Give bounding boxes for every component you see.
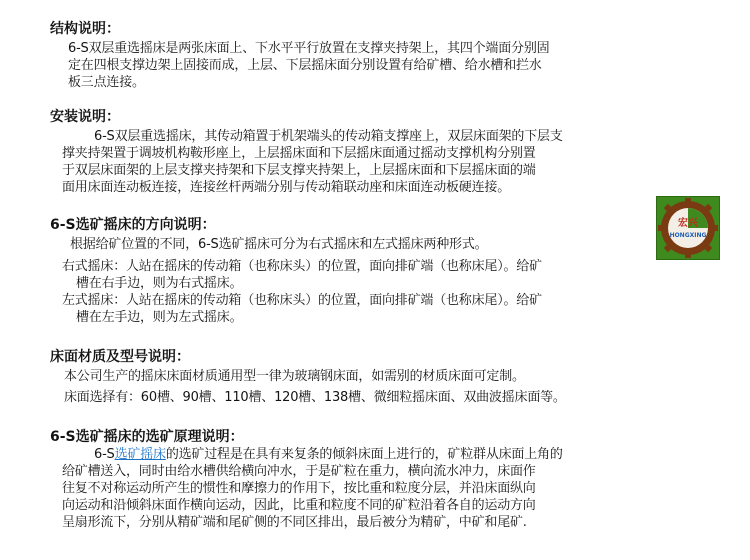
text-line: 6-S双层重选摇床是两张床面上、下水平平行放置在支撑夹持架上，其四个端面分别固 bbox=[68, 41, 550, 56]
section-heading-material: 床面材质及型号说明： bbox=[50, 349, 190, 365]
text-line: 根据给矿位置的不同，6-S选矿摇床可分为右式摇床和左式摇床两种形式。 bbox=[70, 237, 488, 252]
gear-logo-icon bbox=[657, 197, 719, 259]
logo-brand-en: HONGXING bbox=[669, 232, 707, 239]
section-heading-principle: 6-S选矿摇床的选矿原理说明： bbox=[50, 429, 244, 445]
section-heading-structure: 结构说明： bbox=[50, 21, 120, 37]
text-line: 撑夹持架置于调坡机构鞍形座上，上层摇床面和下层摇床面通过摇动支撑机构分别置 bbox=[62, 146, 536, 161]
section-body-principle bbox=[62, 446, 563, 531]
text-line: 左式摇床：人站在摇床的传动箱（也称床头）的位置，面向排矿端（也称床尾）。给矿 bbox=[62, 293, 542, 308]
section-heading-installation: 安装说明： bbox=[50, 109, 120, 125]
text-line: 板三点连接。 bbox=[68, 75, 145, 90]
text-line: 定在四根支撑边架上固接而成，上层、下层摇床面分别设置有给矿槽、给水槽和拦水 bbox=[68, 58, 542, 73]
section-intro-direction bbox=[70, 236, 487, 253]
section-heading-direction: 6-S选矿摇床的方向说明： bbox=[50, 217, 216, 233]
section-body-structure bbox=[68, 40, 549, 91]
right-style-description bbox=[62, 258, 542, 292]
text-line: 面用床面连动板连接，连接丝杆两端分别与传动箱联动座和床面连动板硬连接。 bbox=[62, 180, 511, 195]
company-logo bbox=[656, 196, 720, 260]
text-line: 向运动和沿倾斜床面作横向运动，因此，比重和粒度不同的矿粒沿着各自的运动方向 bbox=[62, 498, 536, 513]
text-rest: 的选矿过程是在具有来复条的倾斜床面上进行的，矿粒群从床面上角的 bbox=[165, 447, 563, 462]
text-line: 床面选择有：60槽、90槽、110槽、120槽、138槽、微细粒摇床面、双曲波摇床面等。 bbox=[64, 390, 566, 405]
text-line: 右式摇床：人站在摇床的传动箱（也称床头）的位置，面向排矿端（也称床尾）。给矿 bbox=[62, 259, 542, 274]
section-body-material bbox=[64, 368, 566, 406]
text-prefix: 6-S bbox=[94, 447, 115, 462]
text-line: 往复不对称运动所产生的惯性和摩擦力的作用下，按比重和粒度分层，并沿床面纵向 bbox=[62, 481, 536, 496]
text-line: 本公司生产的摇床床面材质通用型一律为玻璃钢床面，如需别的材质床面可定制。 bbox=[64, 369, 525, 384]
text-line: 呈扇形流下，分别从精矿端和尾矿侧的不同区排出，最后被分为精矿，中矿和尾矿. bbox=[62, 515, 527, 530]
left-style-description bbox=[62, 292, 542, 326]
text-line: 给矿槽送入，同时由给水槽供给横向冲水，于是矿粒在重力，横向流水冲力，床面作 bbox=[62, 464, 536, 479]
text-line: 于双层床面架的上层支撑夹持架和下层支撑夹持架上，上层摇床面和下层摇床面的端 bbox=[62, 163, 536, 178]
section-body-installation bbox=[62, 128, 563, 196]
text-line: 槽在左手边，则为左式摇床。 bbox=[76, 310, 243, 325]
shaking-table-link[interactable]: 选矿摇床 bbox=[114, 447, 166, 462]
logo-brand-cn: 宏兴 bbox=[678, 218, 698, 229]
text-line: 槽在右手边，则为右式摇床。 bbox=[76, 276, 243, 291]
text-line: 6-S双层重选摇床，其传动箱置于机架端头的传动箱支撑座上，双层床面架的下层支 bbox=[94, 129, 563, 144]
text-line bbox=[62, 446, 563, 463]
